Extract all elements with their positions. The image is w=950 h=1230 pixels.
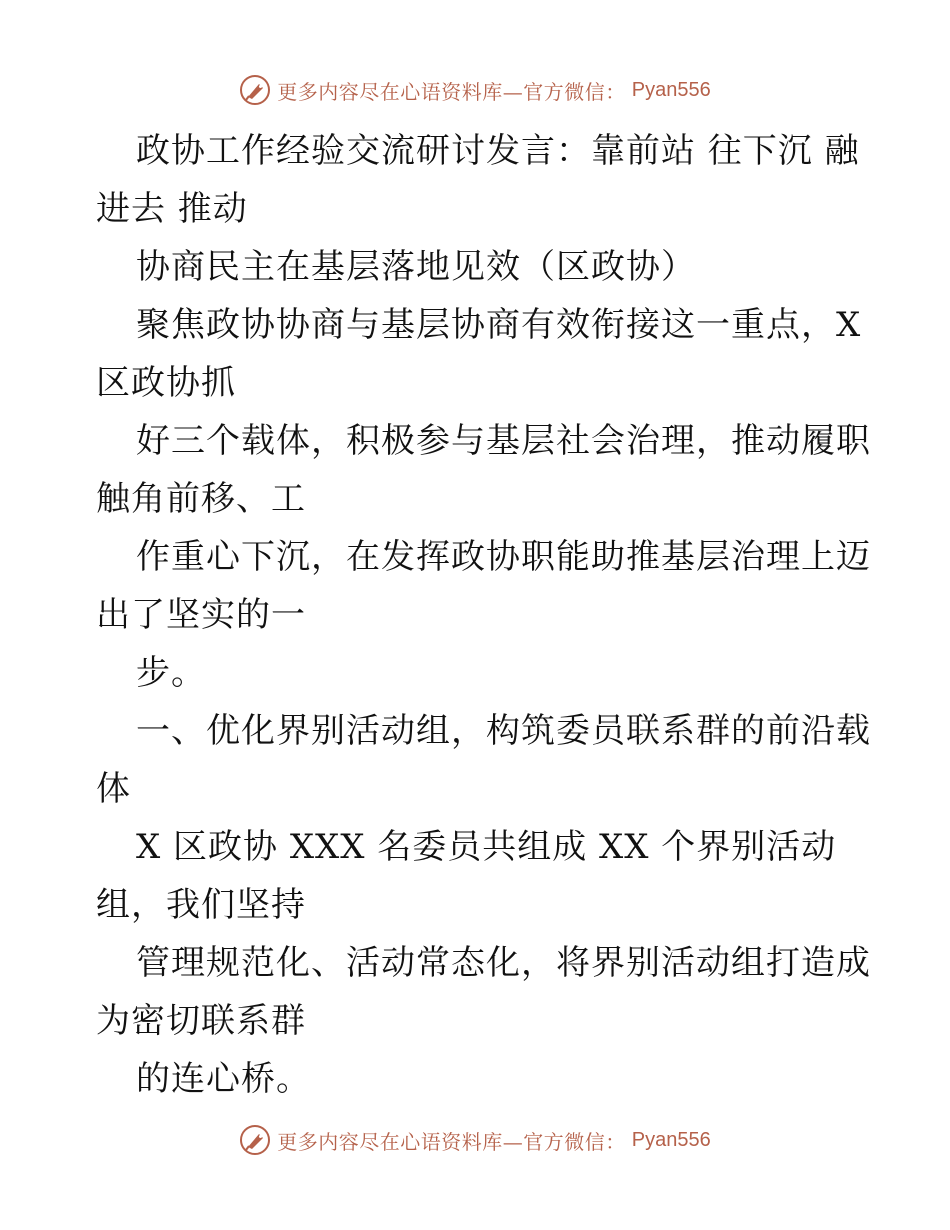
text-line: 区政协抓	[96, 363, 236, 403]
pen-nib-icon	[239, 74, 271, 106]
text-line: 作重心下沉，在发挥政协职能助推基层治理上迈	[136, 537, 871, 577]
section-heading-cont: 体	[96, 769, 131, 809]
text-line: 为密切联系群	[96, 1001, 306, 1041]
text-line: 的连心桥。	[136, 1059, 311, 1099]
pen-nib-icon	[239, 1124, 271, 1156]
text-line: 管理规范化、活动常态化，将界别活动组打造成	[136, 943, 871, 983]
footer-watermark	[0, 1120, 950, 1160]
text-line: 政协工作经验交流研讨发言：靠前站 往下沉 融	[136, 131, 860, 171]
header-watermark	[0, 70, 950, 110]
document-body	[96, 122, 871, 1108]
watermark-wechat-id: Pyan556	[631, 1128, 711, 1151]
watermark-wechat-id: Pyan556	[631, 78, 711, 101]
text-line: 出了坚实的一	[96, 595, 306, 635]
text-line: 步。	[136, 653, 206, 693]
text-line: 聚焦政协协商与基层协商有效衔接这一重点，X	[136, 305, 862, 345]
text-line: 触角前移、工	[96, 479, 306, 519]
section-heading: 一、优化界别活动组，构筑委员联系群的前沿载	[136, 711, 871, 751]
text-line: X 区政协 XXX 名委员共组成 XX 个界别活动	[136, 827, 837, 867]
watermark-text: 更多内容尽在心语资料库—官方微信：	[277, 79, 626, 104]
text-line: 好三个载体，积极参与基层社会治理，推动履职	[136, 421, 871, 461]
text-line: 组，我们坚持	[96, 885, 306, 925]
watermark-text: 更多内容尽在心语资料库—官方微信：	[277, 1129, 626, 1154]
text-line: 协商民主在基层落地见效（区政协）	[136, 247, 696, 287]
text-line: 进去 推动	[96, 189, 248, 229]
